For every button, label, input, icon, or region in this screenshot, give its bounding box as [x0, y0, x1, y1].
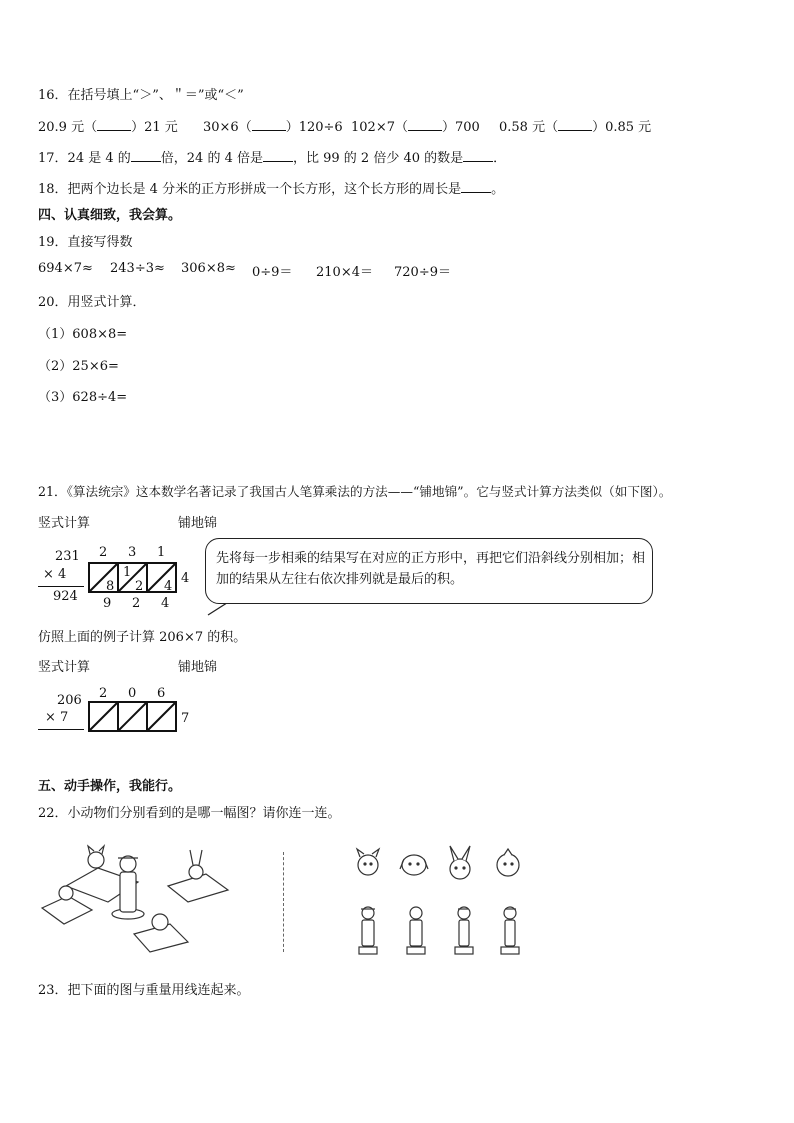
bubble-text: 先将每一步相乘的结果写在对应的正方形中，再把它们沿斜线分别相加；相加的结果从左往右依次排列就是最后的积。	[216, 551, 646, 587]
q16-item-3-left: 102×7（	[351, 120, 408, 135]
answer-blank[interactable]	[408, 118, 442, 131]
lattice-cell-tens: 1	[123, 565, 132, 580]
lattice-diagonal	[118, 702, 147, 731]
rabbit-head	[189, 865, 203, 879]
q19-item: 0÷9＝	[252, 265, 293, 280]
example-multiplier: × 4	[43, 567, 67, 582]
lattice-top-digit: 1	[157, 545, 166, 560]
dashed-divider	[283, 852, 284, 952]
dog-head	[88, 852, 104, 868]
q16-title: 16．在括号填上“＞”、＂＝”或“＜”	[38, 88, 244, 103]
q21-instruction: 仿照上面的例子计算 206×7 的积。	[38, 630, 247, 645]
example-product: 924	[53, 589, 78, 604]
answer-blank[interactable]	[463, 149, 493, 162]
q19-item: 306×8≈	[181, 261, 236, 276]
q19-item: 243÷3≈	[110, 261, 165, 276]
q17-part-2: 倍，24 的 4 倍是	[160, 151, 263, 166]
figure-views-row	[350, 903, 530, 959]
animal-scene-illustration	[38, 838, 268, 958]
section-5-heading: 五、动手操作，我能行。	[38, 779, 182, 794]
example-rule	[38, 586, 84, 587]
lattice-cell-ones: 4	[164, 579, 173, 594]
lattice-bottom-digit: 2	[132, 596, 141, 611]
answer-blank[interactable]	[461, 180, 491, 193]
q19-item: 694×7≈	[38, 261, 93, 276]
q19-item: 720÷9＝	[394, 265, 451, 280]
q16-item-4-right: ）0.85 元	[592, 120, 652, 135]
q16-item-1	[38, 116, 178, 135]
answer-blank[interactable]	[263, 149, 293, 162]
q16-item-4	[499, 116, 651, 135]
lattice-top-digit: 0	[128, 686, 137, 701]
q19-title: 19．直接写得数	[38, 235, 133, 250]
q19-item: 210×4＝	[316, 265, 373, 280]
animal-faces-row	[348, 843, 538, 887]
q16-item-4-left: 0.58 元（	[499, 120, 559, 135]
label-vertical-2: 竖式计算	[38, 660, 91, 675]
lattice-top-digit: 2	[99, 686, 108, 701]
section-4-heading: 四、认真细致，我会算。	[38, 208, 182, 223]
q16-item-1-left: 20.9 元（	[38, 120, 98, 135]
lattice-diagonal	[89, 702, 118, 731]
label-vertical: 竖式计算	[38, 516, 91, 531]
lattice-bottom-digit: 4	[161, 596, 170, 611]
chick-head	[152, 914, 168, 930]
q16-item-2-left: 30×6（	[203, 120, 252, 135]
example-multiplicand: 231	[55, 549, 80, 564]
answer-blank[interactable]	[558, 118, 592, 131]
lattice-diagonal	[147, 702, 176, 731]
q17-part-3: ，比 99 的 2 倍少 40 的数是	[292, 151, 464, 166]
lattice-side-digit: 4	[181, 571, 190, 586]
q20-item: （3）628÷4=	[38, 390, 128, 405]
label-lattice: 铺地锦	[178, 516, 218, 531]
dog-face-icon[interactable]	[357, 849, 379, 875]
q16-item-2	[203, 116, 343, 135]
answer-blank[interactable]	[131, 149, 161, 162]
q22-title: 22．小动物们分别看到的是哪一幅图？请你连一连。	[38, 806, 341, 821]
lattice-cell-ones: 8	[106, 579, 115, 594]
exercise-multiplicand: 206	[57, 693, 82, 708]
exercise-lattice[interactable]	[84, 684, 194, 734]
q18-part-1: 18．把两个边长是 4 分米的正方形拼成一个长方形，这个长方形的周长是	[38, 182, 462, 197]
q16-item-1-right: ）21 元	[131, 120, 178, 135]
q17	[38, 147, 506, 166]
figure-front-view-icon[interactable]	[359, 907, 377, 954]
q20-item: （1）608×8=	[38, 327, 128, 342]
figure-back-view-icon[interactable]	[407, 907, 425, 954]
q16-item-2-right: ）120÷6	[285, 120, 343, 135]
q17-part-1: 17．24 是 4 的	[38, 151, 131, 166]
q20-title: 20．用竖式计算．	[38, 295, 146, 310]
exercise-multiplier: × 7	[45, 710, 69, 725]
lattice-cell-ones: 2	[135, 579, 144, 594]
lattice-top-digit: 2	[99, 545, 108, 560]
answer-blank[interactable]	[252, 118, 286, 131]
q23-title: 23．把下面的图与重量用线连起来。	[38, 983, 250, 998]
lattice-bottom-digit: 9	[103, 596, 112, 611]
chick-face-icon[interactable]	[497, 849, 519, 876]
figure-side-right-icon[interactable]	[501, 907, 519, 954]
example-lattice	[84, 540, 194, 612]
label-lattice-2: 铺地锦	[178, 660, 218, 675]
lattice-top-digit: 3	[128, 545, 137, 560]
exercise-rule	[38, 729, 84, 730]
lattice-side-digit: 7	[181, 711, 190, 726]
rabbit-face-icon[interactable]	[450, 846, 470, 879]
q17-part-4: ．	[493, 151, 507, 166]
answer-blank[interactable]	[97, 118, 131, 131]
q20-item: （2）25×6=	[38, 359, 119, 374]
rabbit-ears	[190, 850, 202, 865]
q21-title: 21．《算法统宗》这本数学名著记录了我国古人笔算乘法的方法——“铺地锦”。它与竖式计算方法类似（如下图）。	[38, 484, 672, 499]
figure-side-left-icon[interactable]	[455, 907, 473, 954]
q16-item-3	[351, 116, 480, 135]
cat-head	[59, 886, 73, 900]
q18-part-2: 。	[491, 182, 505, 197]
puppy-face-icon[interactable]	[400, 855, 428, 875]
explanation-bubble	[205, 538, 653, 604]
q16-item-3-right: ）700	[441, 120, 480, 135]
q18	[38, 178, 504, 197]
figure-body	[120, 872, 136, 912]
lattice-top-digit: 6	[157, 686, 166, 701]
